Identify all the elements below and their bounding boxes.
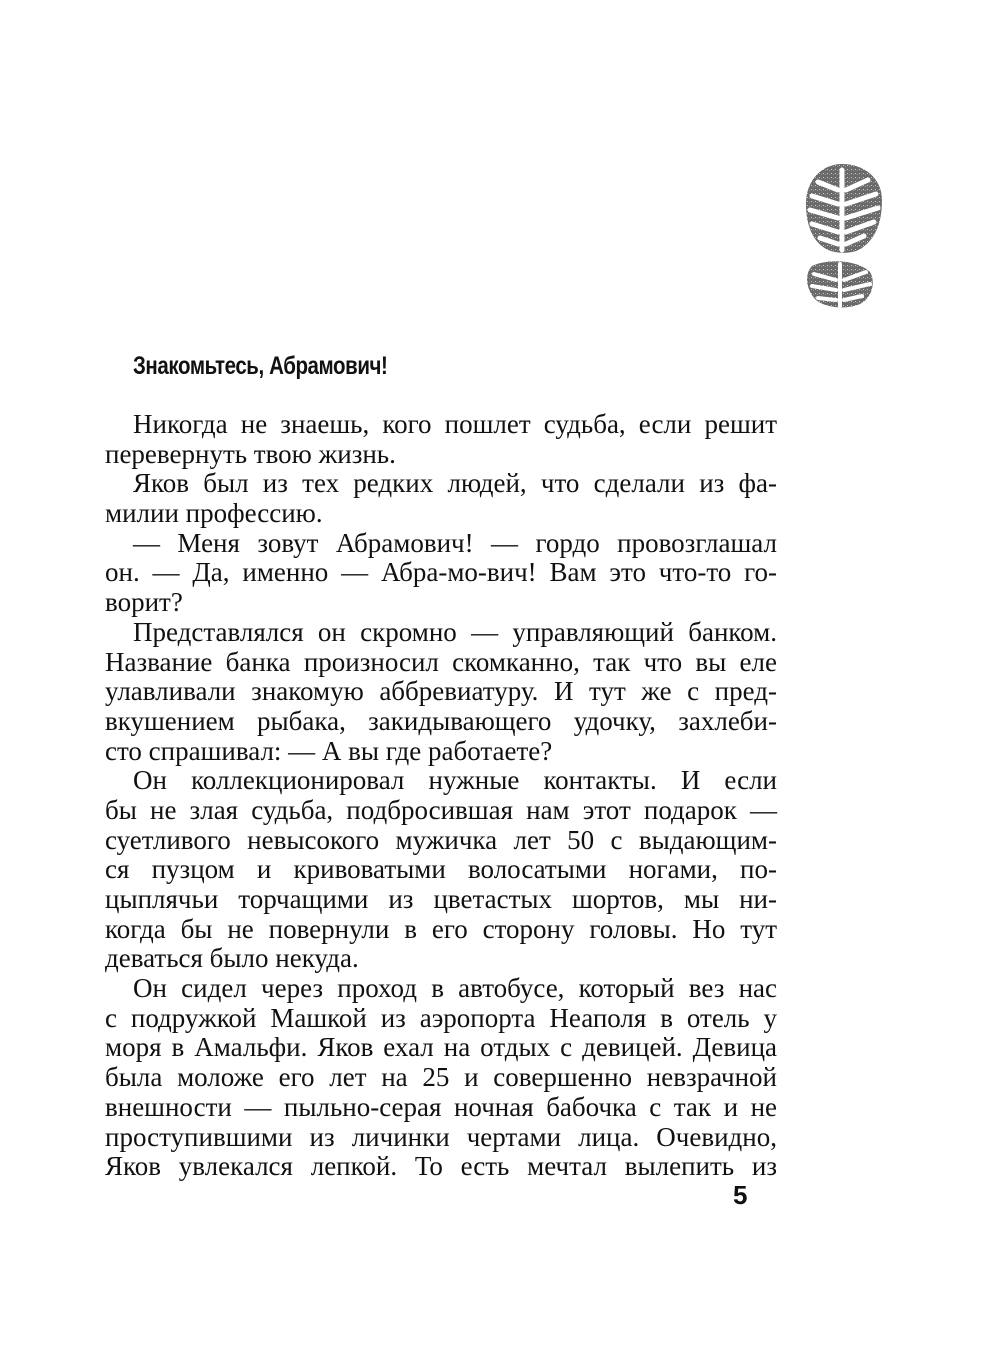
text-line: милии профессию. bbox=[105, 498, 323, 529]
text-line: деваться было некуда. bbox=[105, 943, 359, 974]
text-line: вкушением рыбака, закидывающего удочку, захлеби- bbox=[105, 705, 777, 736]
text-line: Яков был из тех редких людей, что сделали из фа- bbox=[133, 468, 777, 499]
text-line: суетливого невысокого мужичка лет 50 с выдающим- bbox=[105, 824, 777, 855]
body-text bbox=[105, 410, 777, 1182]
text-line: цыплячьи торчащими из цветастых шортов, мы ни- bbox=[105, 884, 777, 914]
text-line: когда бы не повернули в его сторону головы. Но тут bbox=[105, 913, 777, 944]
text-line: с подружкой Машкой из аэропорта Неаполя в отель у bbox=[105, 1002, 777, 1033]
text-line: моря в Амальфи. Яков ехал на отдых с девицей. Девица bbox=[105, 1032, 777, 1063]
text-line: ся пузцом и кривоватыми волосатыми ногами, по- bbox=[105, 854, 777, 885]
text-line: Он коллекционировал нужные контакты. И если bbox=[133, 765, 777, 796]
text-line: Яков увлекался лепкой. То есть мечтал вылепить из bbox=[105, 1151, 777, 1182]
page-number: 5 bbox=[733, 1180, 748, 1210]
text-line: внешности — пыльно-серая ночная бабочка с так и не bbox=[105, 1091, 777, 1122]
text-line: Название банка произносил скомканно, так что вы еле bbox=[105, 646, 777, 677]
text-line: Он сидел через проход в автобусе, который вез нас bbox=[133, 973, 777, 1004]
text-line: улавливали знакомую аббревиатуру. И тут же с пред- bbox=[105, 676, 777, 707]
text-line: проступившими из личинки чертами лица. Очевидно, bbox=[105, 1121, 777, 1152]
text-line: бы не злая судьба, подбросившая нам этот подарок — bbox=[105, 794, 777, 825]
text-line: была моложе его лет на 25 и совершенно невзрачной bbox=[105, 1062, 777, 1093]
text-line: перевернуть твою жизнь. bbox=[105, 438, 396, 469]
text-line: Представлялся он скромно — управляющий банком. bbox=[133, 616, 777, 647]
text-line: Никогда не знаешь, кого пошлет судьба, если решит bbox=[133, 409, 777, 439]
text-line: сто спрашивал: — А вы где работаете? bbox=[105, 735, 553, 766]
text-line: ворит? bbox=[105, 587, 183, 618]
footprint-icon bbox=[798, 160, 888, 350]
text-line: — Меня зовут Абрамович! — гордо провозглашал bbox=[133, 527, 777, 558]
text-line: он. — Да, именно — Абра-мо-вич! Вам это что-то го- bbox=[105, 557, 777, 588]
chapter-title: Знакомьтесь, Абрамович! bbox=[133, 352, 388, 380]
